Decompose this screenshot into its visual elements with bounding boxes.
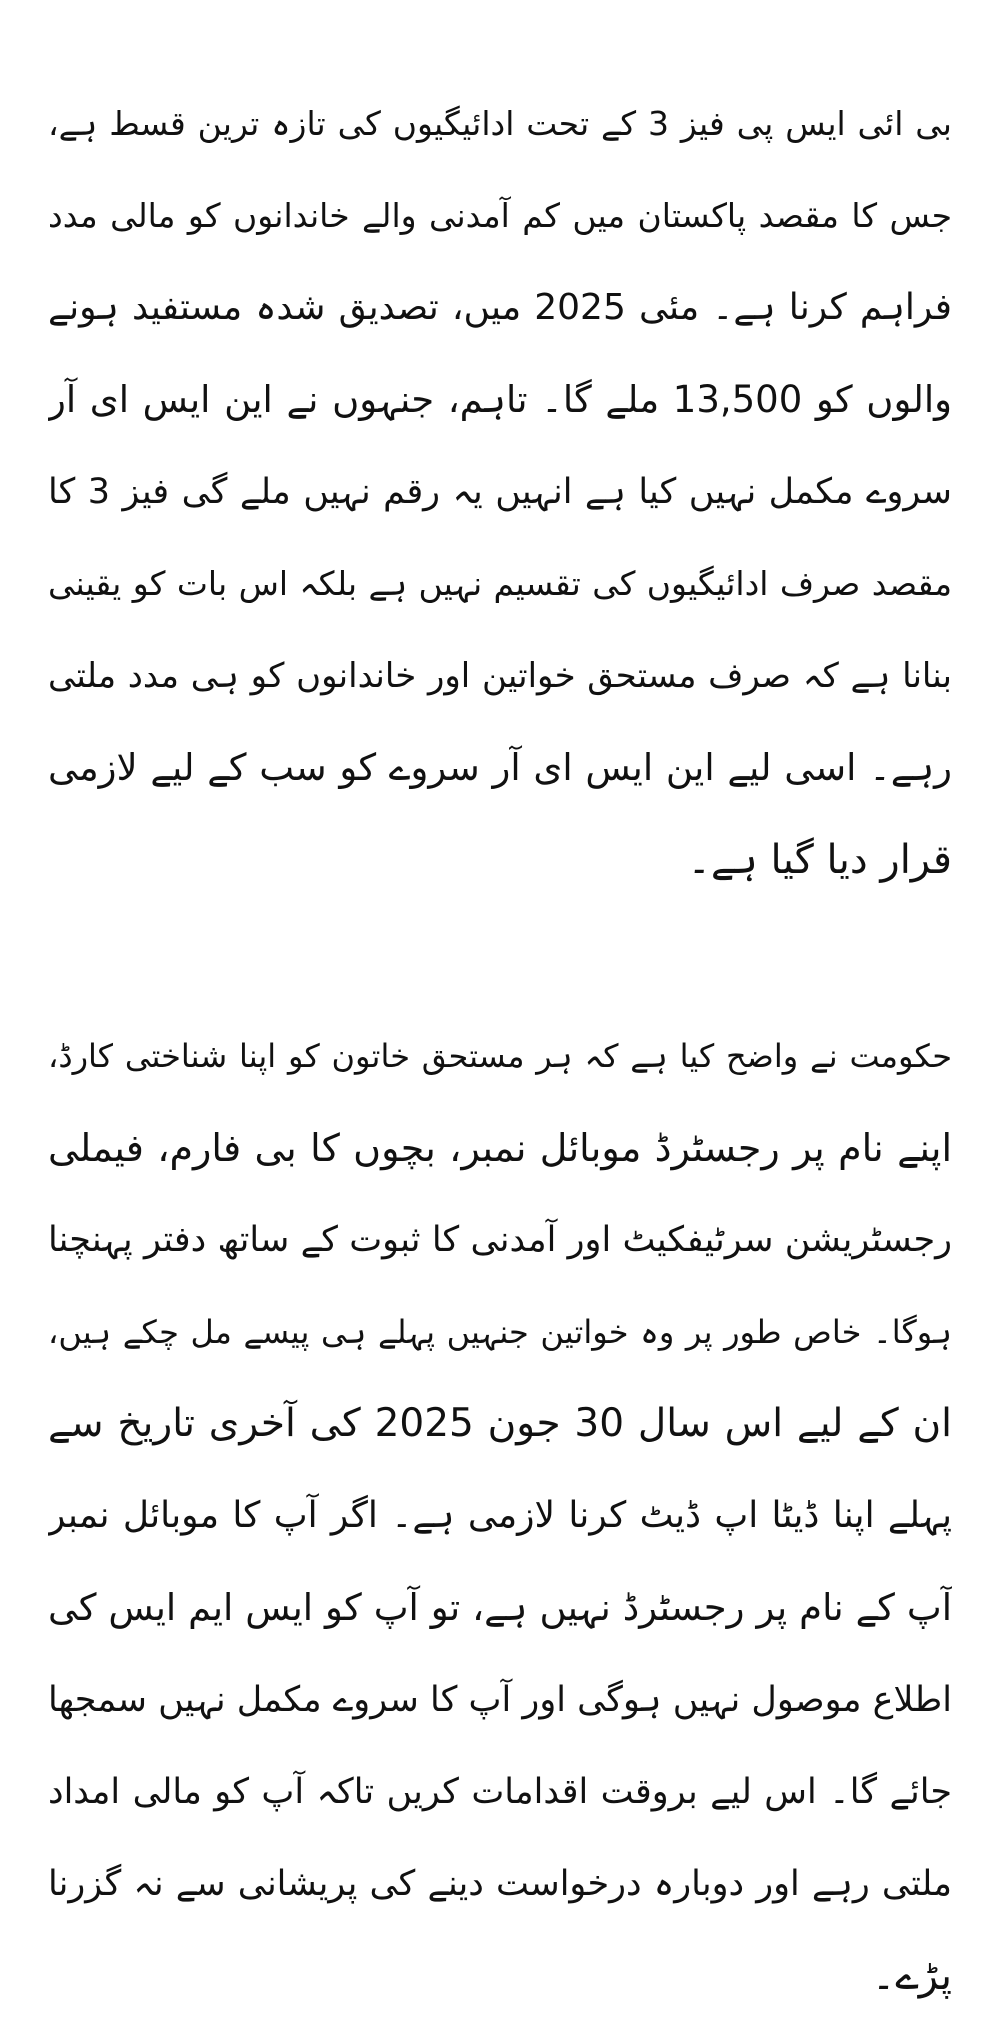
text-line: مقصد صرف ادائیگیوں کی تقسیم نہیں ہے بلکہ اس بات کو یقینی [48, 564, 952, 603]
text-line: ان کے لیے اس سال 30 جون 2025 کی آخری تاریخ سے [48, 1401, 952, 1446]
text-line: جائے گا۔ اس لیے بروقت اقدامات کریں تاکہ آپ کو مالی امداد [48, 1772, 952, 1812]
text-line: جس کا مقصد پاکستان میں کم آمدنی والے خاندانوں کو مالی مدد [48, 196, 952, 235]
text-line: رہے۔ اسی لیے این ایس ای آر سروے کو سب کے لیے لازمی [48, 746, 952, 789]
text-line: حکومت نے واضح کیا ہے کہ ہر مستحق خاتون کو اپنا شناختی کارڈ، [48, 1037, 952, 1075]
text-line: بنانا ہے کہ صرف مستحق خواتین اور خاندانوں کو ہی مدد ملتی [48, 656, 952, 696]
text-line: اپنے نام پر رجسٹرڈ موبائل نمبر، بچوں کا بی فارم، فیملی [48, 1126, 952, 1170]
paragraph-spacer [48, 906, 952, 1010]
text-line: اطلاع موصول نہیں ہوگی اور آپ کا سروے مکمل نہیں سمجھا [48, 1680, 952, 1720]
paragraph-bisp-phase-3 [48, 78, 952, 906]
article-body [48, 78, 952, 2022]
text-line: قرار دیا گیا ہے۔ [687, 837, 952, 883]
text-line: بی ائی ایس پی فیز 3 کے تحت ادائیگیوں کی تازہ ترین قسط ہے، [48, 104, 952, 143]
text-line: فراہم کرنا ہے۔ مئی 2025 میں، تصدیق شدہ مستفید ہونے [48, 287, 952, 328]
text-line: ملتی رہے اور دوبارہ درخواست دینے کی پریشانی سے نہ گزرنا [48, 1864, 952, 1904]
text-line: رجسٹریشن سرٹیفکیٹ اور آمدنی کا ثبوت کے ساتھ دفتر پہنچنا [48, 1220, 952, 1260]
text-line: والوں کو 13,500 ملے گا۔ تاہم، جنہوں نے این ایس ای آر [48, 378, 952, 421]
text-line: آپ کے نام پر رجسٹرڈ نہیں ہے، تو آپ کو ایس ایم ایس کی [48, 1586, 952, 1629]
text-line: ہوگا۔ خاص طور پر وہ خواتین جنہیں پہلے ہی پیسے مل چکے ہیں، [48, 1313, 952, 1351]
text-line: پہلے اپنا ڈیٹا اپ ڈیٹ کرنا لازمی ہے۔ اگر آپ کا موبائل نمبر [48, 1495, 952, 1536]
text-line: سروے مکمل نہیں کیا ہے انہیں یہ رقم نہیں ملے گی فیز 3 کا [48, 472, 952, 512]
text-line: پڑے۔ [871, 1953, 952, 1999]
paragraph-required-documents [48, 1010, 952, 2022]
